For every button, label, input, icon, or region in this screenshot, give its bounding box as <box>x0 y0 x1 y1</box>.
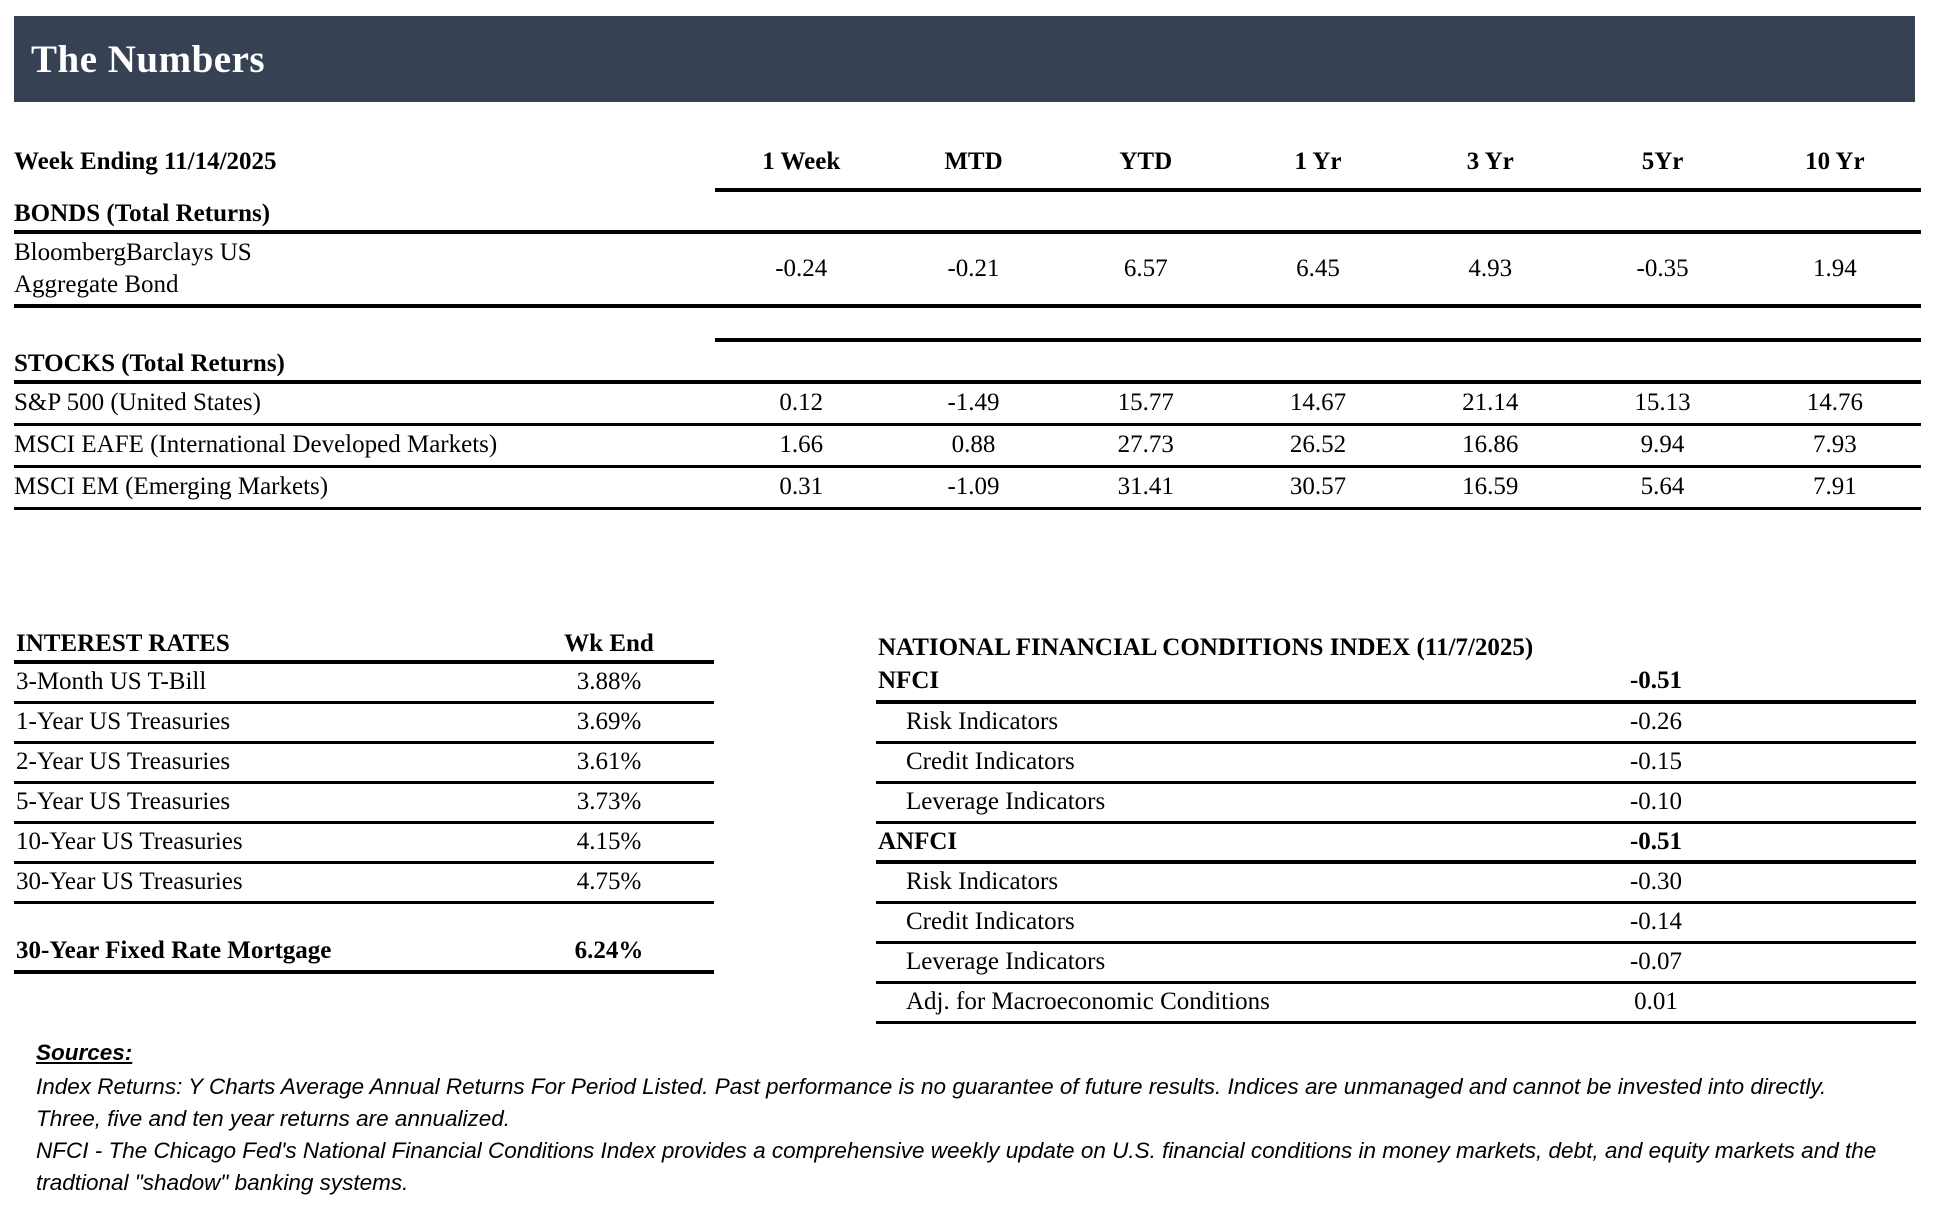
nfci-heading-row <box>876 618 1916 662</box>
anfci-label-total: ANFCI <box>876 822 1396 862</box>
interest-rates-header-row <box>14 618 714 662</box>
anfci-label-risk: Risk Indicators <box>876 862 1396 902</box>
stock-row-label-msci-em: MSCI EM (Emerging Markets) <box>14 466 715 508</box>
nfci-label-leverage: Leverage Indicators <box>876 782 1396 822</box>
sp500-value-mtd: -1.49 <box>887 382 1059 424</box>
list-item-rate-1yr <box>14 702 714 742</box>
interest-rates-value-header: Wk End <box>504 618 714 662</box>
em-value-5yr: 5.64 <box>1576 466 1748 508</box>
anfci-value-macro-adj: 0.01 <box>1396 982 1916 1022</box>
page-header-bar <box>14 16 1915 102</box>
list-item-rate-30yr <box>14 862 714 902</box>
sp500-value-5yr: 15.13 <box>1576 382 1748 424</box>
rate-label-10yr: 10-Year US Treasuries <box>14 822 504 862</box>
bond-value-5yr: -0.35 <box>1576 232 1748 306</box>
nfci-panel <box>876 618 1916 1024</box>
sp500-value-10yr: 14.76 <box>1749 382 1921 424</box>
rate-label-5yr: 5-Year US Treasuries <box>14 782 504 822</box>
returns-table-body <box>14 128 1921 508</box>
spacer-cell-left <box>14 902 504 932</box>
stock-row-label-sp500: S&P 500 (United States) <box>14 382 715 424</box>
em-value-1week: 0.31 <box>715 466 887 508</box>
rate-value-2yr: 3.61% <box>504 742 714 782</box>
eafe-value-10yr: 7.93 <box>1749 424 1921 466</box>
eafe-value-mtd: 0.88 <box>887 424 1059 466</box>
em-value-mtd: -1.09 <box>887 466 1059 508</box>
mortgage-value: 6.24% <box>504 932 714 972</box>
rule-gap-cell <box>14 180 715 190</box>
stocks-top-rule <box>715 306 1921 340</box>
eafe-value-1week: 1.66 <box>715 424 887 466</box>
eafe-value-ytd: 27.73 <box>1060 424 1232 466</box>
column-header-3yr: 3 Yr <box>1466 148 1514 175</box>
rate-value-1yr: 3.69% <box>504 702 714 742</box>
rates-mortgage-spacer <box>14 902 714 932</box>
column-header-10yr: 10 Yr <box>1805 148 1865 175</box>
table-row-bond-aggregate <box>14 232 1921 306</box>
rate-label-1yr: 1-Year US Treasuries <box>14 702 504 742</box>
sources-section <box>36 1037 1896 1199</box>
interest-rates-table <box>14 618 714 974</box>
mortgage-label: 30-Year Fixed Rate Mortgage <box>14 932 504 972</box>
list-item-rate-3mo <box>14 662 714 702</box>
bond-value-ytd: 6.57 <box>1060 232 1232 306</box>
sp500-value-1yr: 14.67 <box>1232 382 1404 424</box>
column-header-1week: 1 Week <box>762 148 841 175</box>
column-header-ytd: YTD <box>1119 148 1173 175</box>
nfci-heading: NATIONAL FINANCIAL CONDITIONS INDEX (11/7/2025) <box>878 634 1534 661</box>
nfci-label-total: NFCI <box>876 662 1396 702</box>
em-value-1yr: 30.57 <box>1232 466 1404 508</box>
list-item-nfci-risk <box>876 702 1916 742</box>
em-value-ytd: 31.41 <box>1060 466 1232 508</box>
anfci-value-risk: -0.30 <box>1396 862 1916 902</box>
rate-value-30yr: 4.75% <box>504 862 714 902</box>
nfci-body <box>876 618 1916 1022</box>
spacer-label-cell <box>14 306 715 340</box>
list-item-rate-2yr <box>14 742 714 782</box>
list-item-nfci-credit <box>876 742 1916 782</box>
eafe-value-1yr: 26.52 <box>1232 424 1404 466</box>
interest-rates-heading: INTEREST RATES <box>14 618 504 662</box>
list-item-rate-5yr <box>14 782 714 822</box>
sp500-value-1week: 0.12 <box>715 382 887 424</box>
nfci-value-risk: -0.26 <box>1396 702 1916 742</box>
nfci-label-credit: Credit Indicators <box>876 742 1396 782</box>
em-value-3yr: 16.59 <box>1404 466 1576 508</box>
column-header-1yr: 1 Yr <box>1294 148 1342 175</box>
header-underline-rule <box>14 180 1921 190</box>
nfci-value-leverage: -0.10 <box>1396 782 1916 822</box>
week-ending-label: Week Ending 11/14/2025 <box>14 148 277 175</box>
bonds-section-heading: BONDS (Total Returns) <box>14 190 715 232</box>
rate-value-3mo: 3.88% <box>504 662 714 702</box>
page-title: The Numbers <box>31 37 266 81</box>
table-row-sp500 <box>14 382 1921 424</box>
list-item-nfci-leverage <box>876 782 1916 822</box>
list-item-mortgage <box>14 932 714 972</box>
em-value-10yr: 7.91 <box>1749 466 1921 508</box>
anfci-label-credit: Credit Indicators <box>876 902 1396 942</box>
rate-value-5yr: 3.73% <box>504 782 714 822</box>
nfci-label-risk: Risk Indicators <box>876 702 1396 742</box>
returns-table <box>14 128 1921 510</box>
sources-line-nfci: NFCI - The Chicago Fed's National Financial Conditions Index provides a comprehensive weekly update on U.S. financial conditions in money markets, debt, and equity markets and the tradtional "shadow" banking systems. <box>36 1137 1877 1195</box>
bond-value-1week: -0.24 <box>715 232 887 306</box>
anfci-value-leverage: -0.07 <box>1396 942 1916 982</box>
list-item-anfci-leverage <box>876 942 1916 982</box>
returns-header-row <box>14 128 1921 180</box>
nfci-table <box>876 618 1916 1024</box>
rate-label-3mo: 3-Month US T-Bill <box>14 662 504 702</box>
bond-row-label <box>14 232 715 306</box>
bond-value-1yr: 6.45 <box>1232 232 1404 306</box>
rate-value-10yr: 4.15% <box>504 822 714 862</box>
list-item-anfci-credit <box>876 902 1916 942</box>
stocks-section-heading: STOCKS (Total Returns) <box>14 340 715 382</box>
list-item-rate-10yr <box>14 822 714 862</box>
bond-value-10yr: 1.94 <box>1749 232 1921 306</box>
list-item-anfci-risk <box>876 862 1916 902</box>
interest-rates-panel <box>14 618 714 974</box>
sp500-value-3yr: 21.14 <box>1404 382 1576 424</box>
eafe-value-5yr: 9.94 <box>1576 424 1748 466</box>
bonds-section-heading-row <box>14 190 1921 232</box>
bond-label-line1: BloombergBarclays US <box>14 239 252 266</box>
table-row-msci-eafe <box>14 424 1921 466</box>
bond-value-mtd: -0.21 <box>887 232 1059 306</box>
list-item-anfci-macro-adj <box>876 982 1916 1022</box>
rate-label-30yr: 30-Year US Treasuries <box>14 862 504 902</box>
sources-line-index-returns: Index Returns: Y Charts Average Annual Returns For Period Listed. Past performance is no guarantee of future results. Indices are unmanaged and cannot be invested into directly. Three, five and ten year returns are annualized. <box>36 1073 1827 1131</box>
rate-label-2yr: 2-Year US Treasuries <box>14 742 504 782</box>
column-header-5yr: 5Yr <box>1641 148 1684 175</box>
interest-rates-body <box>14 618 714 972</box>
anfci-value-credit: -0.14 <box>1396 902 1916 942</box>
eafe-value-3yr: 16.86 <box>1404 424 1576 466</box>
list-item-anfci-total <box>876 822 1916 862</box>
stocks-heading-filler <box>715 340 1921 382</box>
sp500-value-ytd: 15.77 <box>1060 382 1232 424</box>
spacer-cell-right <box>504 902 714 932</box>
column-header-mtd: MTD <box>944 148 1003 175</box>
anfci-label-macro-adj: Adj. for Macroeconomic Conditions <box>876 982 1396 1022</box>
sources-title: Sources: <box>36 1040 133 1065</box>
rule-segment <box>715 180 1921 190</box>
stock-row-label-msci-eafe: MSCI EAFE (International Developed Markets) <box>14 424 715 466</box>
table-row-msci-em <box>14 466 1921 508</box>
bonds-stocks-spacer <box>14 306 1921 340</box>
nfci-value-total: -0.51 <box>1396 662 1916 702</box>
bond-label-line2: Aggregate Bond <box>14 271 179 298</box>
anfci-label-leverage: Leverage Indicators <box>876 942 1396 982</box>
bonds-heading-filler <box>715 190 1921 232</box>
bond-value-3yr: 4.93 <box>1404 232 1576 306</box>
stocks-section-heading-row <box>14 340 1921 382</box>
anfci-value-total: -0.51 <box>1396 822 1916 862</box>
nfci-value-credit: -0.15 <box>1396 742 1916 782</box>
list-item-nfci-total <box>876 662 1916 702</box>
